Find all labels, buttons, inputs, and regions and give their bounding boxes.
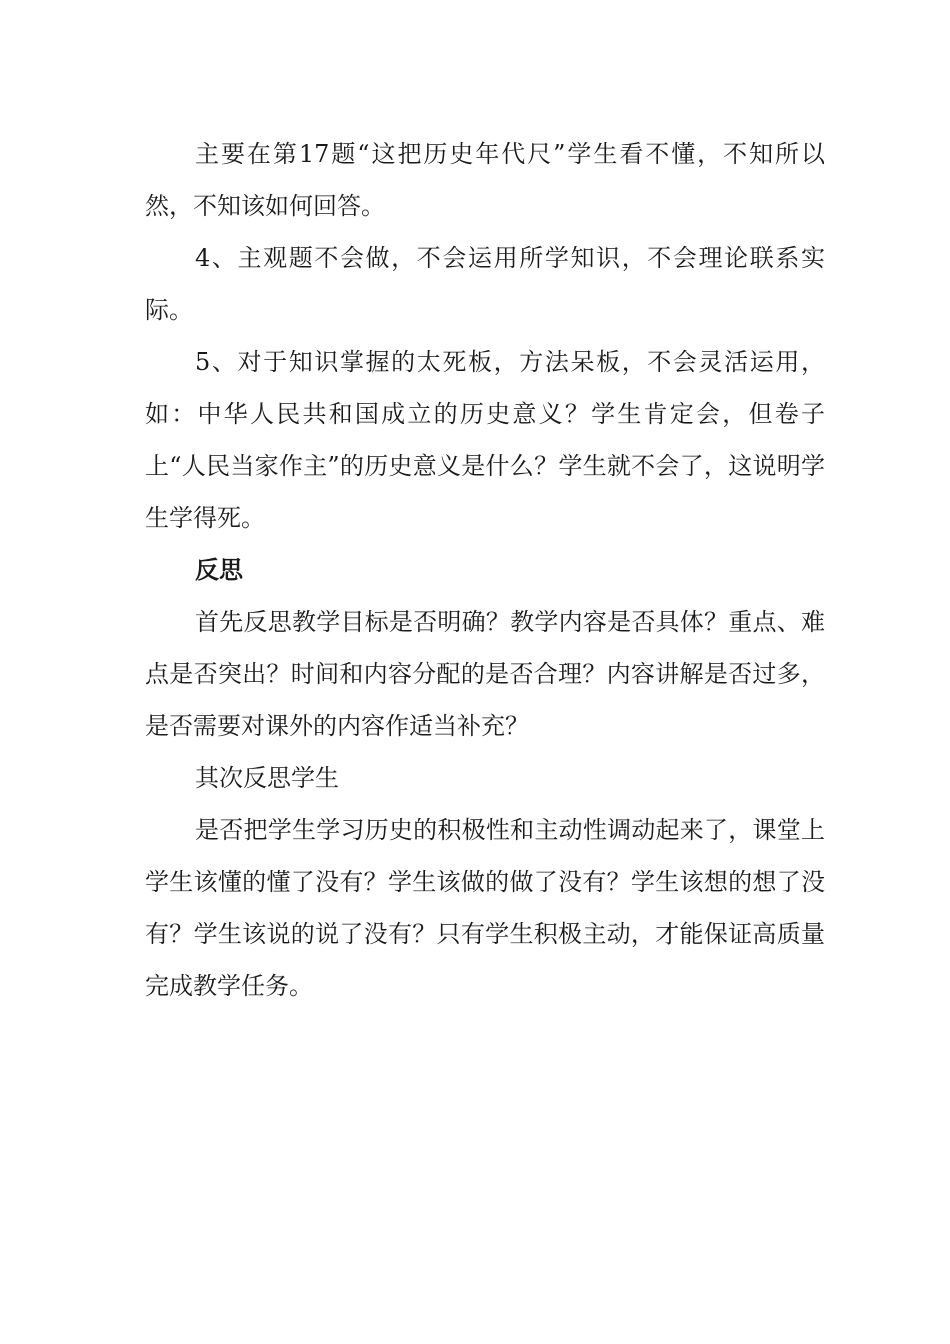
document-body <box>145 128 825 1012</box>
section-heading-reflection: 反思 <box>195 555 243 584</box>
paragraph-reflect-students: 是否把学生学习历史的积极性和主动性调动起来了，课堂上学生该懂的懂了没有？学生该做的做了没有？学生该想的想了没有？学生该说的说了没有？只有学生积极主动，才能保证高质量完成教学任务。 <box>145 816 825 1000</box>
paragraph-question-17: 主要在第17题“这把历史年代尺”学生看不懂，不知所以然，不知该如何回答。 <box>145 140 825 220</box>
paragraph-point-4: 4、主观题不会做，不会运用所学知识，不会理论联系实际。 <box>145 244 825 324</box>
paragraph-point-5: 5、对于知识掌握的太死板，方法呆板，不会灵活运用，如：中华人民共和国成立的历史意义？学生肯定会，但卷子上“人民当家作主”的历史意义是什么？学生就不会了，这说明学生学得死。 <box>145 348 825 532</box>
paragraph-reflect-students-title: 其次反思学生 <box>195 764 339 792</box>
paragraph-reflect-teaching: 首先反思教学目标是否明确？教学内容是否具体？重点、难点是否突出？时间和内容分配的是否合理？内容讲解是否过多，是否需要对课外的内容作适当补充？ <box>145 608 825 740</box>
